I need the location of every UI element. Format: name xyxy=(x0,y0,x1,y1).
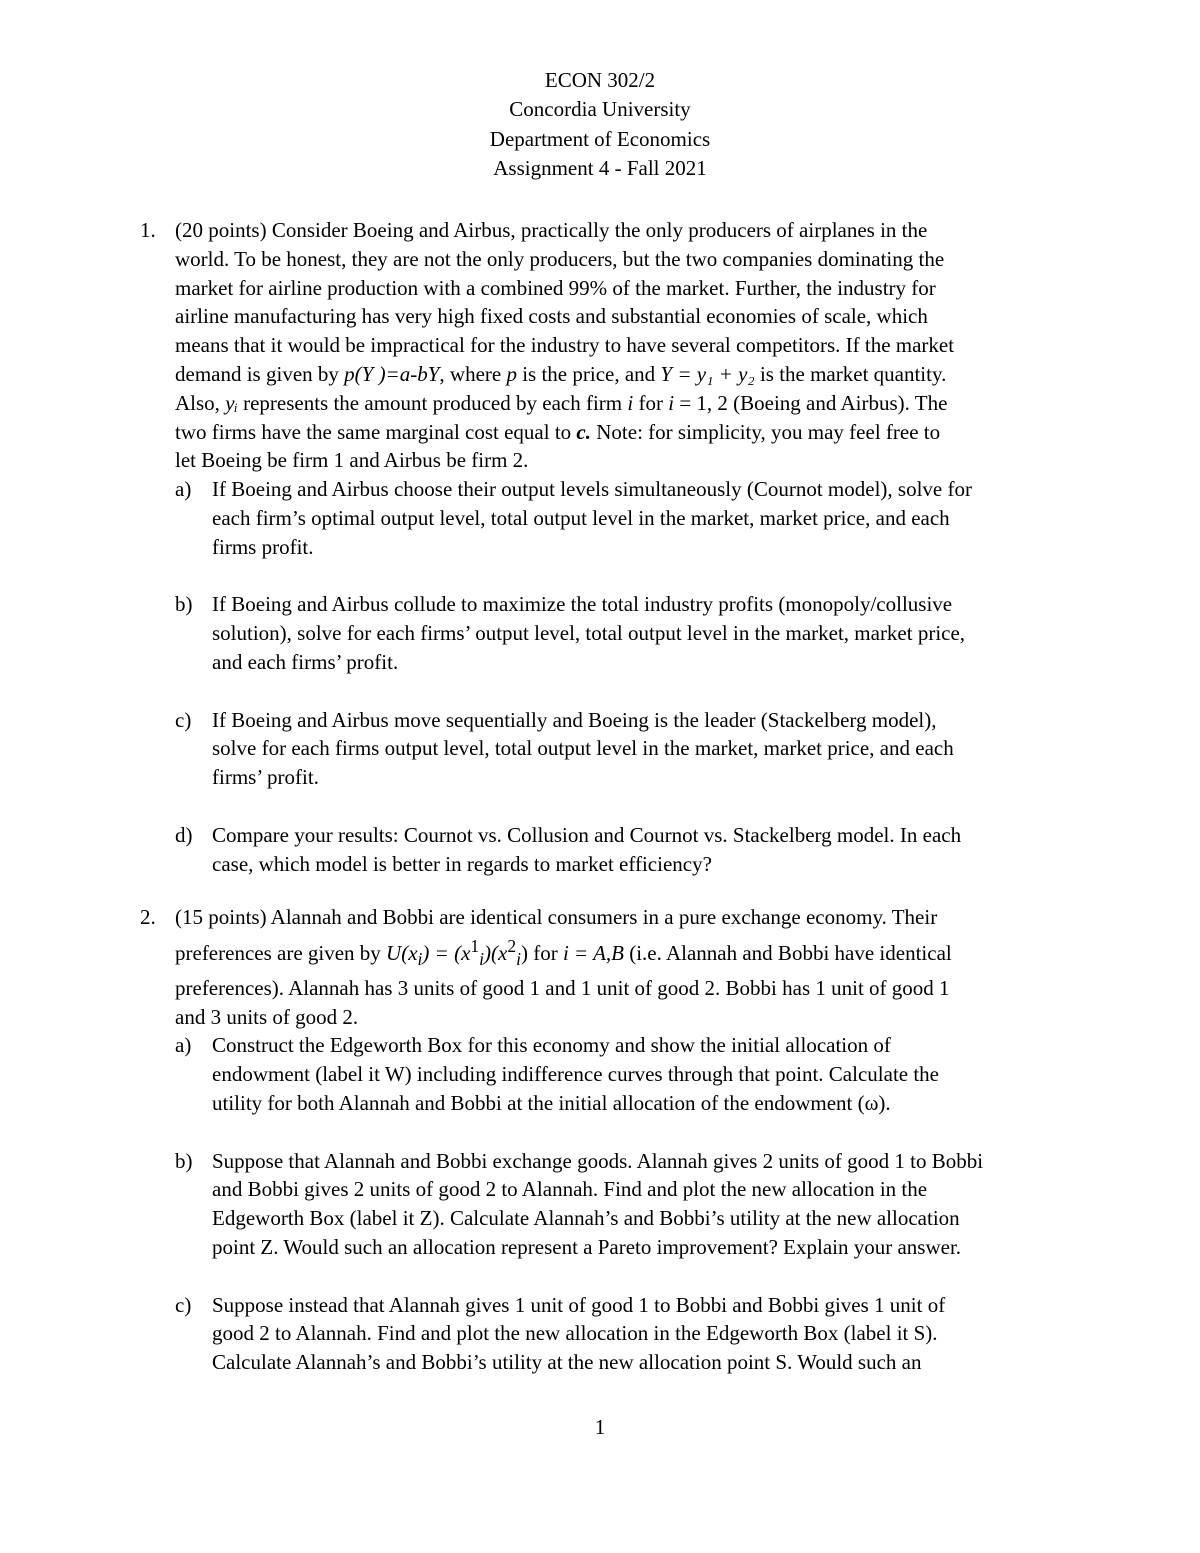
department-name: Department of Economics xyxy=(489,126,711,151)
question-2-body xyxy=(175,903,1065,1031)
text-run: (i.e. Alannah and Bobbi have identical xyxy=(623,940,952,965)
q2-line: and 3 units of good 2. xyxy=(175,1004,359,1029)
text-run: Also, xyxy=(175,390,226,415)
q1-part-b xyxy=(140,590,1065,676)
text-run: represents the amount produced by each firm xyxy=(237,390,628,415)
text-run: , where xyxy=(439,361,507,386)
part-line: firms profit. xyxy=(212,534,314,559)
q1-line: (20 points) Consider Boeing and Airbus, practically the only producers of airplanes in the xyxy=(175,218,928,242)
math-run: (x xyxy=(401,940,418,965)
part-line: each firm’s optimal output level, total output level in the market, market price, and each xyxy=(212,505,950,530)
page-number: 1 xyxy=(594,1415,606,1439)
q1-mc-line xyxy=(175,418,1065,447)
part-label: c) xyxy=(175,1292,192,1317)
consumer-index: i = A,B xyxy=(562,940,624,965)
part-line: If Boeing and Airbus choose their output levels simultaneously (Cournot model), solve for xyxy=(212,477,972,502)
utility-symbol: U xyxy=(386,940,402,965)
assignment-title: Assignment 4 - Fall 2021 xyxy=(493,155,707,180)
q1-part-a xyxy=(140,475,1065,561)
course-code: ECON 302/2 xyxy=(544,68,656,92)
part-line: solve for each firms output level, total output level in the market, market price, and each xyxy=(212,736,954,761)
part-line: good 2 to Alannah. Find and plot the new allocation in the Edgeworth Box (label it S). xyxy=(212,1321,938,1346)
marginal-cost-symbol: c. xyxy=(576,419,591,444)
text-run: demand is given by xyxy=(175,361,345,386)
part-label: d) xyxy=(175,822,193,847)
document-header xyxy=(0,66,1200,183)
math-subscript: i xyxy=(479,948,485,969)
part-line: endowment (label it W) including indifference curves through that point. Calculate the xyxy=(212,1062,940,1087)
part-line: and each firms’ profit. xyxy=(212,649,399,674)
q2-line: (15 points) Alannah and Bobbi are identical consumers in a pure exchange economy. Their xyxy=(175,905,938,929)
math-superscript: 2 xyxy=(507,935,517,956)
text-run: is the market quantity. xyxy=(754,361,947,386)
output-symbol: yᵢ xyxy=(225,390,238,415)
question-number: 2. xyxy=(140,905,156,929)
part-line: Compare your results: Cournot vs. Collusion and Cournot vs. Stackelberg model. In each xyxy=(212,822,962,847)
q1-part-c xyxy=(140,706,1065,792)
demand-function: p(Y )=a-bY xyxy=(344,361,440,386)
part-line: Edgeworth Box (label it Z). Calculate Alannah’s and Bobbi’s utility at the new allocation xyxy=(212,1206,960,1231)
part-line: Calculate Alannah’s and Bobbi’s utility at the new allocation point S. Would such an xyxy=(212,1350,922,1375)
question-1-body xyxy=(175,216,1065,475)
text-run: ) for xyxy=(520,940,563,965)
q1-line: means that it would be impractical for the industry to have several competitors. If the market xyxy=(175,333,955,358)
question-number: 1. xyxy=(140,218,156,242)
university-name: Concordia University xyxy=(509,97,691,122)
firm-index: i xyxy=(627,390,634,415)
text-run: two firms have the same marginal cost equal to xyxy=(175,419,577,444)
math-run: )(x xyxy=(484,940,508,965)
part-line: and Bobbi gives 2 units of good 2 to Alannah. Find and plot the new allocation in the xyxy=(212,1177,928,1202)
part-line: solution), solve for each firms’ output level, total output level in the market, market price, xyxy=(212,621,966,646)
part-label: a) xyxy=(175,1033,192,1058)
part-line: case, which model is better in regards to market efficiency? xyxy=(212,851,712,876)
part-label: b) xyxy=(175,592,193,617)
part-line: If Boeing and Airbus collude to maximize the total industry profits (monopoly/collusive xyxy=(212,592,953,617)
price-symbol: p xyxy=(506,361,517,386)
q1-line: market for airline production with a combined 99% of the market. Further, the industry for xyxy=(175,275,936,300)
text-run: for xyxy=(633,390,669,415)
math-subscript: i xyxy=(417,948,423,969)
q2-preferences-line xyxy=(175,932,1065,974)
question-2 xyxy=(140,903,1065,1377)
q1-part-d xyxy=(140,821,1065,879)
part-line: Suppose instead that Alannah gives 1 unit of good 1 to Bobbi and Bobbi gives 1 unit of xyxy=(212,1292,946,1317)
math-subscript: i xyxy=(516,948,521,969)
part-line: Suppose that Alannah and Bobbi exchange goods. Alannah gives 2 units of good 1 to Bobbi xyxy=(212,1148,984,1173)
q1-line: airline manufacturing has very high fixed costs and substantial economies of scale, which xyxy=(175,304,928,329)
q1-line: let Boeing be firm 1 and Airbus be firm 2. xyxy=(175,448,529,473)
math-run: ) = (x xyxy=(422,940,471,965)
text-run: Note: for simplicity, you may feel free to xyxy=(591,419,941,444)
math-superscript: 1 xyxy=(470,935,480,956)
question-1 xyxy=(140,216,1065,878)
q1-also-line xyxy=(175,389,1065,418)
part-label: b) xyxy=(175,1148,193,1173)
text-run: = 1, 2 (Boeing and Airbus). The xyxy=(674,390,948,415)
q1-line: world. To be honest, they are not the only producers, but the two companies dominating the xyxy=(175,246,945,271)
part-line: point Z. Would such an allocation represent a Pareto improvement? Explain your answer. xyxy=(212,1234,962,1259)
part-line: firms’ profit. xyxy=(212,765,319,790)
text-run: preferences are given by xyxy=(175,940,387,965)
part-label: a) xyxy=(175,477,192,502)
q2-part-c xyxy=(140,1291,1065,1377)
q2-line: preferences). Alannah has 3 units of good 1 and 1 unit of good 2. Bobbi has 1 unit of good 1 xyxy=(175,975,950,1000)
text-run: is the price, and xyxy=(516,361,661,386)
part-line: utility for both Alannah and Bobbi at the initial allocation of the endowment (ω). xyxy=(212,1090,891,1115)
firm-index: i xyxy=(668,390,675,415)
part-line: If Boeing and Airbus move sequentially and Boeing is the leader (Stackelberg model), xyxy=(212,707,937,732)
q2-part-a xyxy=(140,1031,1065,1117)
q2-part-b xyxy=(140,1147,1065,1262)
q1-demand-line xyxy=(175,360,1065,389)
part-label: c) xyxy=(175,707,192,732)
part-line: Construct the Edgeworth Box for this economy and show the initial allocation of xyxy=(212,1033,891,1058)
quantity-formula: Y = y₁ + y₂ xyxy=(660,361,755,386)
